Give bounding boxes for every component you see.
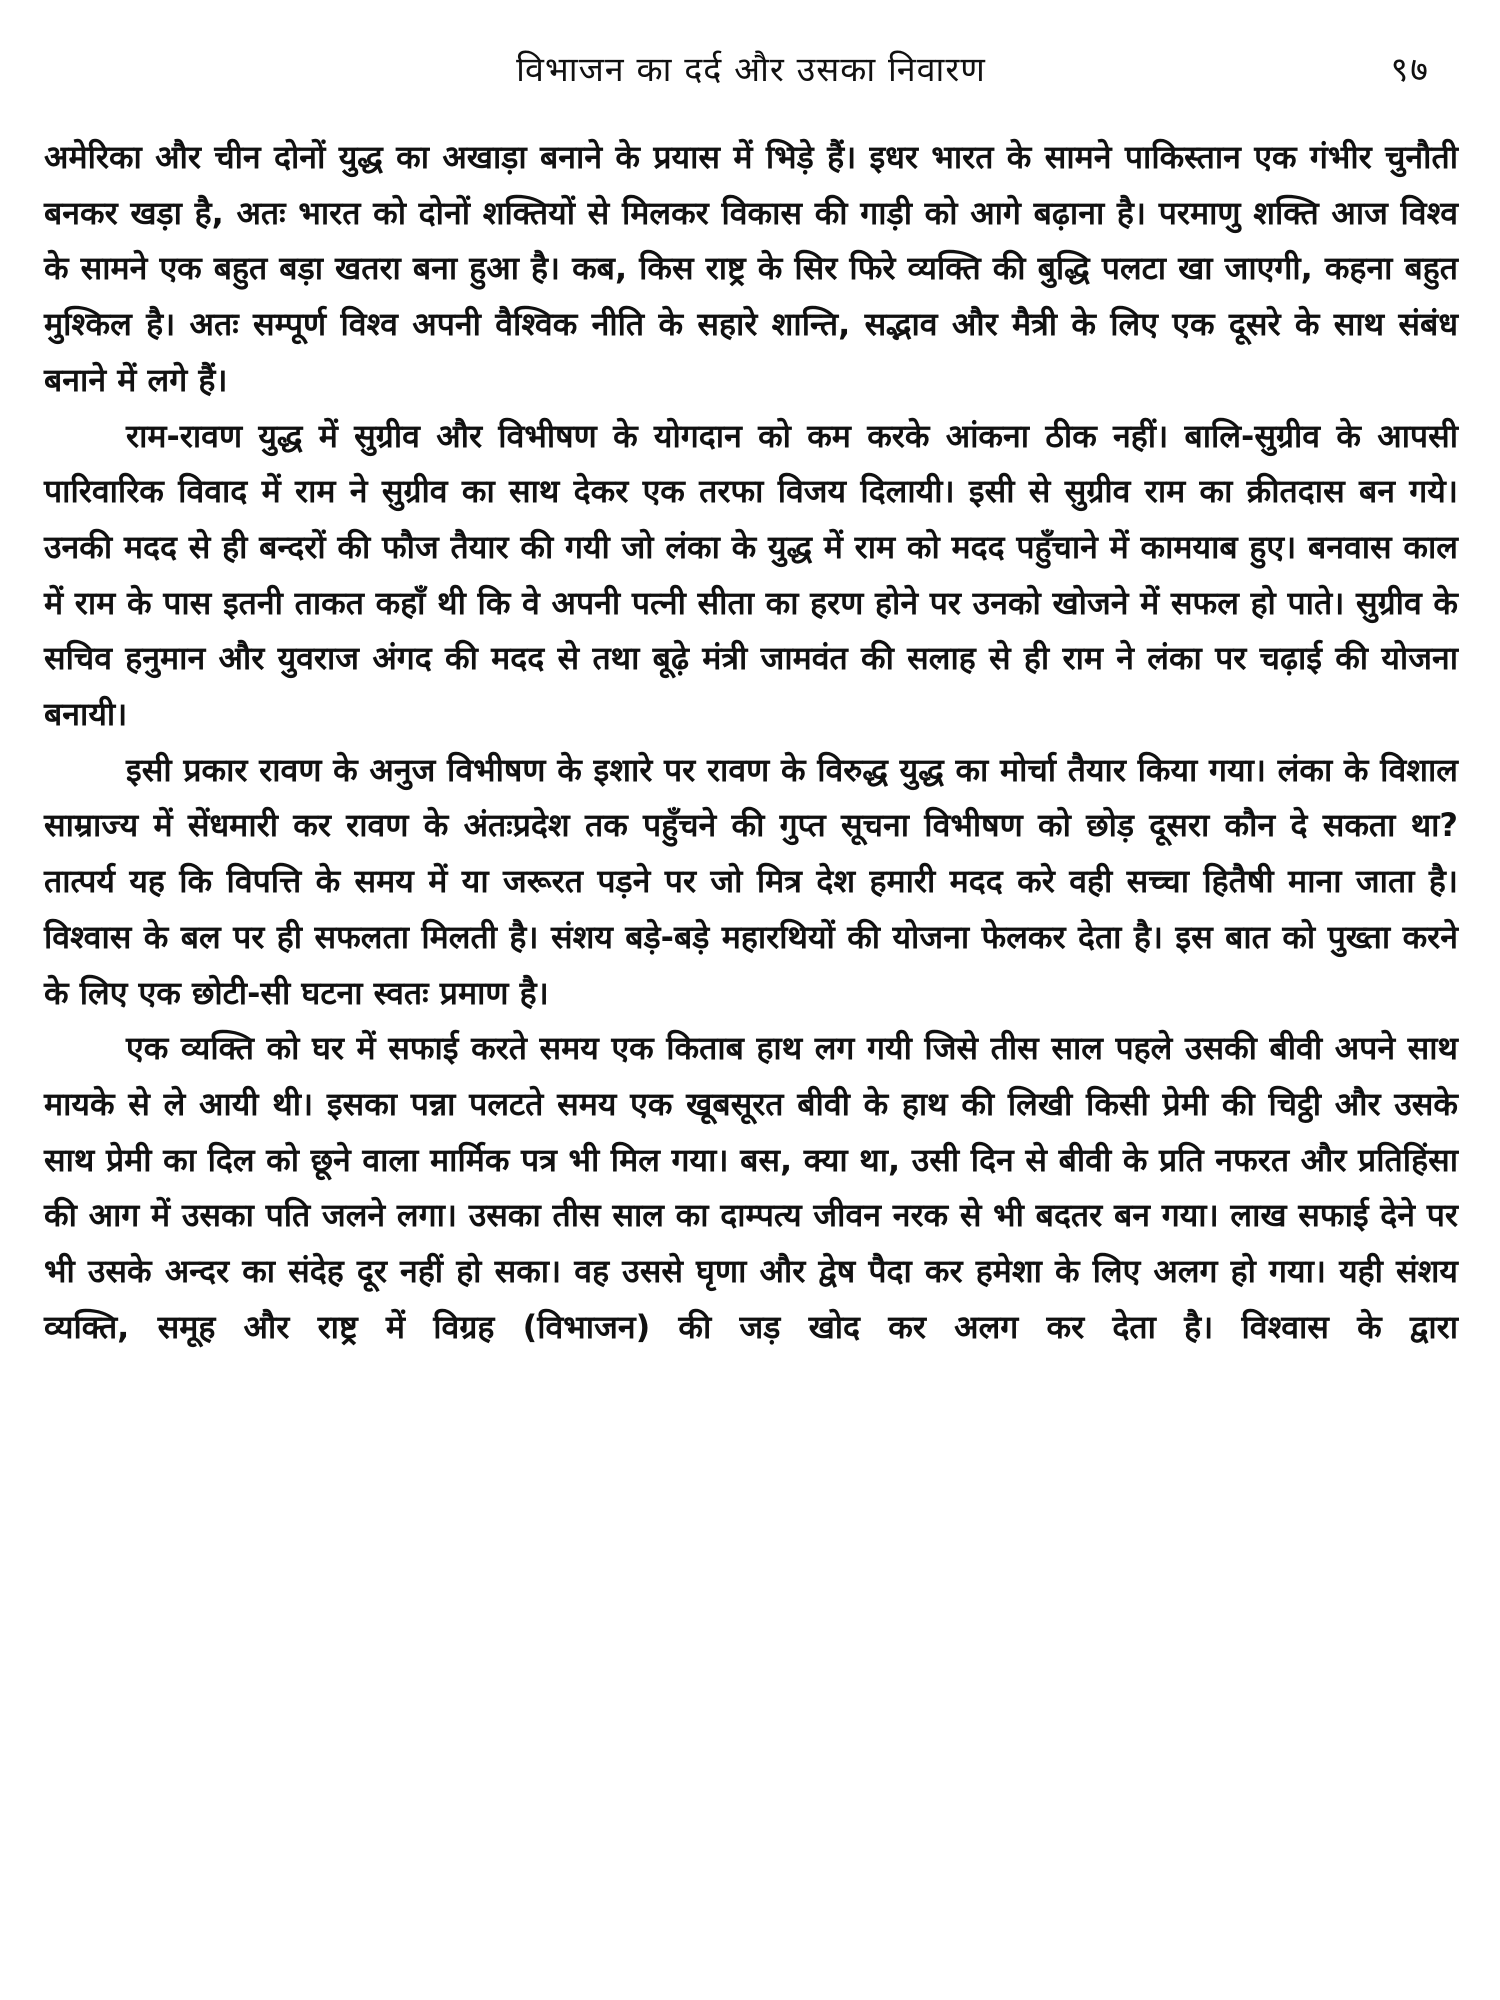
page-number: ९७ — [1390, 50, 1430, 90]
paragraph: इसी प्रकार रावण के अनुज विभीषण के इशारे पर रावण के विरुद्ध युद्ध का मोर्चा तैयार किया गया। लंका के विशाल साम्राज्य में सेंधमारी कर रावण के अंतःप्रदेश तक पहुँचने की गुप्त सूचना विभीषण को छोड़ दूसरा कौन दे सकता था? तात्पर्य यह कि विपत्ति के समय में या जरूरत पड़ने पर जो मित्र देश हमारी मदद करे वही सच्चा हितैषी माना जाता है। विश्वास के बल पर ही सफलता मिलती है। संशय बड़े-बड़े महारथियों की योजना फेलकर देता है। इस बात को पुख्ता करने के लिए एक छोटी-सी घटना स्वतः प्रमाण है। — [44, 750, 1458, 1012]
paragraph: अमेरिका और चीन दोनों युद्ध का अखाड़ा बनाने के प्रयास में भिड़े हैं। इधर भारत के सामने पाकिस्तान एक गंभीर चुनौती बनकर खड़ा है, अतः भारत को दोनों शक्तियों से मिलकर विकास की गाड़ी को आगे बढ़ाना है। परमाणु शक्ति आज विश्व के सामने एक बहुत बड़ा खतरा बना हुआ है। कब, किस राष्ट्र के सिर फिरे व्यक्ति की बुद्धि पलटा खा जाएगी, कहना बहुत मुश्किल है। अतः सम्पूर्ण विश्व अपनी वैश्विक नीति के सहारे शान्ति, सद्भाव और मैत्री के लिए एक दूसरे के साथ संबंध बनाने में लगे हैं। — [44, 138, 1458, 399]
body-text — [44, 130, 1458, 1355]
paragraph: एक व्यक्ति को घर में सफाई करते समय एक किताब हाथ लग गयी जिसे तीस साल पहले उसकी बीवी अपने साथ मायके से ले आयी थी। इसका पन्ना पलटते समय एक खूबसूरत बीवी के हाथ की लिखी किसी प्रेमी की चिट्ठी और उसके साथ प्रेमी का दिल को छूने वाला मार्मिक पत्र भी मिल गया। बस, क्या था, उसी दिन से बीवी के प्रति नफरत और प्रतिहिंसा की आग में उसका पति जलने लगा। उसका तीस साल का दाम्पत्य जीवन नरक से भी बदतर बन गया। लाख सफाई देने पर भी उसके अन्दर का संदेह दूर नहीं हो सका। वह उससे घृणा और द्वेष पैदा कर हमेशा के लिए अलग हो गया। यही संशय व्यक्ति, समूह और राष्ट्र में विग्रह (विभाजन) की जड़ खोद कर अलग कर देता है। विश्वास के द्वारा — [44, 1029, 1458, 1346]
chapter-title: विभाजन का दर्द और उसका निवारण — [516, 50, 986, 90]
paragraph: राम-रावण युद्ध में सुग्रीव और विभीषण के योगदान को कम करके आंकना ठीक नहीं। बालि-सुग्रीव के आपसी पारिवारिक विवाद में राम ने सुग्रीव का साथ देकर एक तरफा विजय दिलायी। इसी से सुग्रीव राम का क्रीतदास बन गये। उनकी मदद से ही बन्दरों की फौज तैयार की गयी जो लंका के युद्ध में राम को मदद पहुँचाने में कामयाब हुए। बनवास काल में राम के पास इतनी ताकत कहाँ थी कि वे अपनी पत्नी सीता का हरण होने पर उनको खोजने में सफल हो पाते। सुग्रीव के सचिव हनुमान और युवराज अंगद की मदद से तथा बूढ़े मंत्री जामवंत की सलाह से ही राम ने लंका पर चढ़ाई की योजना बनायी। — [44, 416, 1458, 734]
running-header — [44, 40, 1458, 100]
